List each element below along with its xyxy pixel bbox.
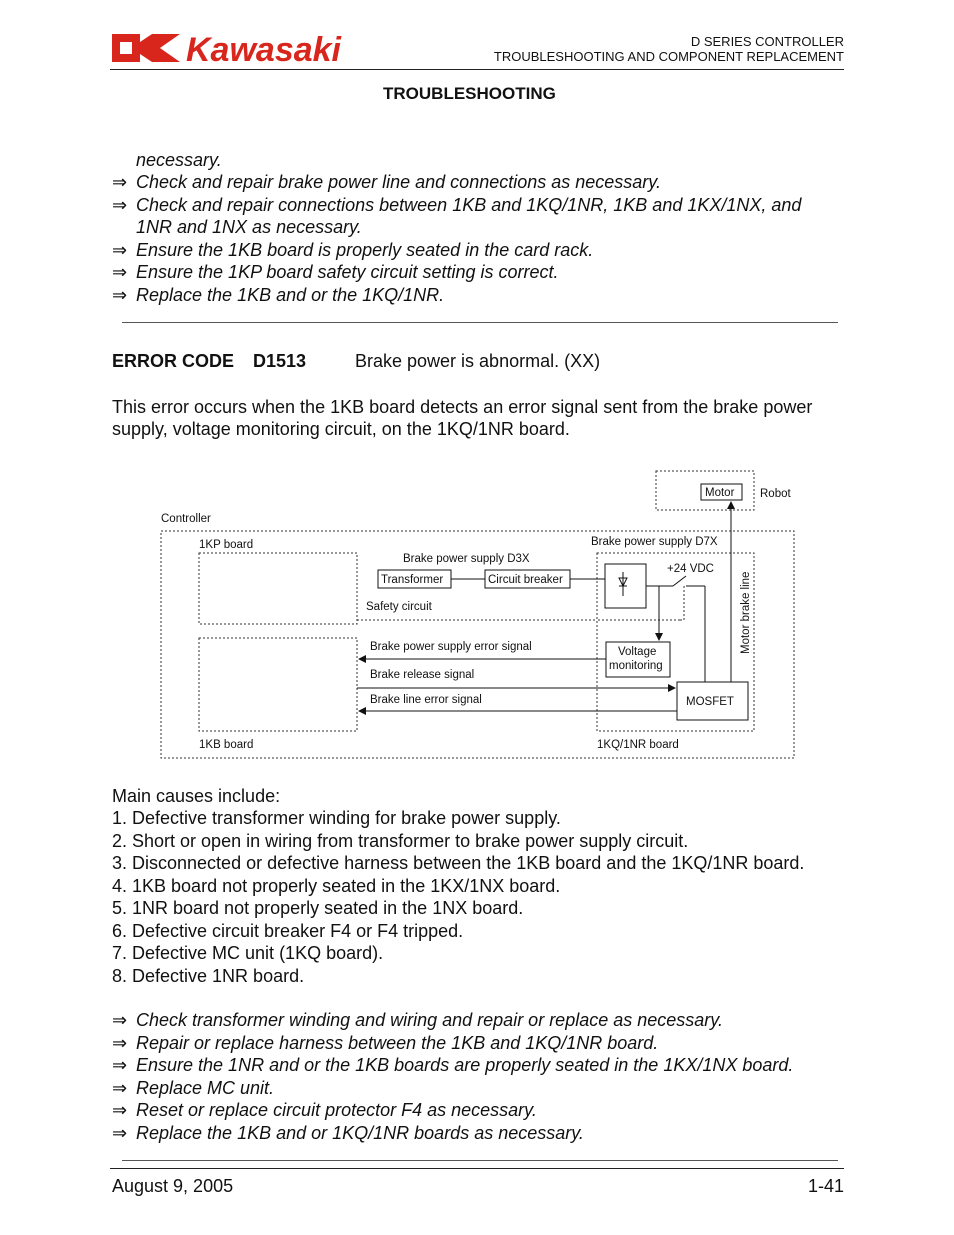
arrow-icon: ⇒	[112, 1010, 128, 1030]
kb-board-label: 1KB board	[199, 739, 254, 751]
action-item: ⇒ Replace the 1KB and or the 1KQ/1NR.	[112, 285, 445, 305]
arrow-icon: ⇒	[112, 1123, 128, 1143]
arrow-icon: ⇒	[112, 240, 128, 260]
cause-item: 2. Short or open in wiring from transformer to brake power supply circuit.	[112, 831, 689, 851]
continued-text: necessary.	[136, 150, 222, 170]
svg-text:Kawasaki: Kawasaki	[186, 31, 341, 68]
action-item: ⇒ Replace MC unit.	[112, 1078, 275, 1098]
arrow-icon: ⇒	[112, 195, 128, 215]
action-item-continuation: 1NR and 1NX as necessary.	[136, 217, 362, 237]
cause-item: 5. 1NR board not properly seated in the 1NX board.	[112, 898, 524, 918]
cause-item: 8. Defective 1NR board.	[112, 966, 305, 986]
separator	[122, 1160, 838, 1161]
voltage-monitoring-label-2: monitoring	[609, 660, 663, 672]
arrow-icon: ⇒	[112, 1033, 128, 1053]
vdc-label: +24 VDC	[667, 563, 714, 575]
error-code: D1513	[253, 351, 307, 371]
action-item: ⇒ Check and repair connections between 1KB and 1KQ/1NR, 1KB and 1KX/1NX, and	[112, 195, 802, 215]
causes-heading: Main causes include:	[112, 786, 281, 806]
action-item: ⇒ Ensure the 1KP board safety circuit setting is correct.	[112, 262, 559, 282]
robot-label: Robot	[760, 488, 791, 500]
action-item: ⇒ Ensure the 1KB board is properly seated in the card rack.	[112, 240, 594, 260]
arrow-icon: ⇒	[112, 172, 128, 192]
footer-rule	[110, 1168, 844, 1169]
safety-circuit-label: Safety circuit	[366, 601, 432, 613]
error-description: Brake power is abnormal. (XX)	[355, 351, 601, 371]
voltage-monitoring-label-1: Voltage	[618, 646, 657, 658]
circuit-breaker-label: Circuit breaker	[488, 574, 563, 586]
line-error-signal-label: Brake line error signal	[370, 694, 482, 706]
supply-d7x-label: Brake power supply D7X	[591, 536, 718, 548]
kq-board-label: 1KQ/1NR board	[597, 739, 679, 751]
cause-item: 4. 1KB board not properly seated in the 1KX/1NX board.	[112, 876, 561, 896]
cause-item: 6. Defective circuit breaker F4 or F4 tripped.	[112, 921, 464, 941]
action-item: ⇒ Reset or replace circuit protector F4 as necessary.	[112, 1100, 537, 1120]
action-item: ⇒ Replace the 1KB and or 1KQ/1NR boards as necessary.	[112, 1123, 584, 1143]
release-signal-label: Brake release signal	[370, 669, 475, 681]
arrow-icon: ⇒	[112, 285, 128, 305]
controller-label: Controller	[161, 513, 211, 525]
cause-item: 7. Defective MC unit (1KQ board).	[112, 943, 384, 963]
motor-brake-line-label: Motor brake line	[740, 571, 752, 654]
arrow-icon: ⇒	[112, 1100, 128, 1120]
cause-item: 1. Defective transformer winding for brake power supply.	[112, 808, 561, 828]
mosfet-label: MOSFET	[686, 696, 734, 708]
action-item: ⇒ Ensure the 1NR and or the 1KB boards are properly seated in the 1KX/1NX board.	[112, 1055, 794, 1075]
error-label: ERROR CODE	[112, 351, 235, 371]
arrow-icon: ⇒	[112, 1078, 128, 1098]
page-number: 1-41	[807, 1176, 844, 1196]
arrow-icon: ⇒	[112, 262, 128, 282]
doc-title-line2: TROUBLESHOOTING AND COMPONENT REPLACEMENT	[493, 49, 844, 64]
doc-title-line1: D SERIES CONTROLLER	[690, 34, 844, 49]
cause-item: 3. Disconnected or defective harness between the 1KB board and the 1KQ/1NR board.	[112, 853, 805, 873]
action-item: ⇒ Repair or replace harness between the 1KB and 1KQ/1NR board.	[112, 1033, 659, 1053]
footer-date: August 9, 2005	[112, 1176, 234, 1196]
supply-d3x-label: Brake power supply D3X	[403, 553, 530, 565]
error-paragraph-1: This error occurs when the 1KB board detects an error signal sent from the brake power	[112, 397, 813, 417]
action-item: ⇒ Check and repair brake power line and connections as necessary.	[112, 172, 661, 192]
error-paragraph-2: supply, voltage monitoring circuit, on the 1KQ/1NR board.	[112, 419, 570, 439]
arrow-icon: ⇒	[112, 1055, 128, 1075]
error-signal-label: Brake power supply error signal	[370, 641, 532, 653]
kp-board-label: 1KP board	[199, 539, 254, 551]
section-title: TROUBLESHOOTING	[383, 84, 556, 103]
transformer-label: Transformer	[381, 574, 444, 586]
motor-label: Motor	[705, 487, 735, 499]
action-item: ⇒ Check transformer winding and wiring and repair or replace as necessary.	[112, 1010, 723, 1030]
